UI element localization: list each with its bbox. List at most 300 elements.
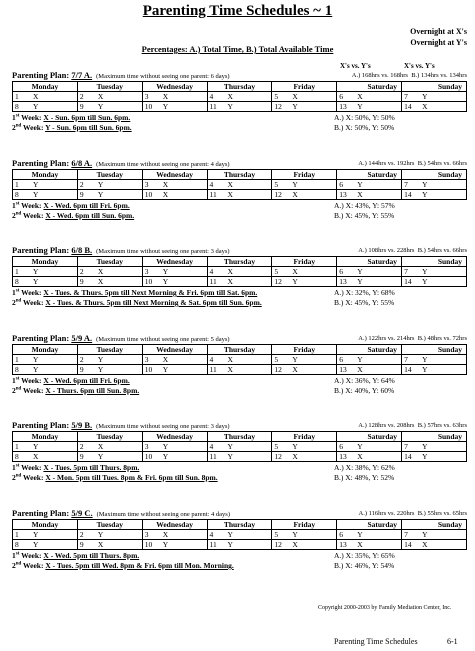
day-number: 3 xyxy=(144,92,149,101)
overnight-parent: Y xyxy=(422,452,428,461)
week-2-number: 2 xyxy=(12,298,16,307)
day-number: 2 xyxy=(79,442,84,451)
table-header-row xyxy=(13,82,467,92)
schedule-cell xyxy=(337,190,402,200)
day-number: 2 xyxy=(79,267,84,276)
day-number: 3 xyxy=(144,180,149,189)
day-number: 7 xyxy=(404,180,408,189)
day-header: Sunday xyxy=(402,520,467,530)
schedule-cell xyxy=(272,190,337,200)
week-descriptions xyxy=(12,112,467,134)
overnight-parent: X xyxy=(292,267,298,276)
result-a: A.) X: 43%, Y: 57% xyxy=(334,201,395,210)
week-2-suffix: nd xyxy=(15,386,22,392)
schedule-cell xyxy=(207,267,272,277)
result-a: A.) X: 38%, Y: 62% xyxy=(334,463,395,472)
schedule-cell xyxy=(337,452,402,462)
day-number: 2 xyxy=(79,530,84,539)
table-row xyxy=(13,540,467,550)
day-number: 8 xyxy=(15,102,19,111)
day-header: Saturday xyxy=(337,520,402,530)
plan-header xyxy=(12,158,467,169)
overnight-parent: X xyxy=(227,92,233,101)
day-number: 9 xyxy=(79,102,84,111)
day-number: 1 xyxy=(15,530,19,539)
overnight-parent: Y xyxy=(357,355,363,364)
result-b: B.) X: 45%, Y: 55% xyxy=(334,211,395,220)
plan-header xyxy=(12,70,467,81)
week-2-suffix: nd xyxy=(15,123,22,129)
day-header: Friday xyxy=(272,257,337,267)
plan-name: 7/7 A. xyxy=(71,70,93,80)
overnight-parent: Y xyxy=(162,267,169,276)
week-2-prefix: Week: xyxy=(21,298,46,307)
day-header: Sunday xyxy=(402,82,467,92)
week-1-prefix: Week: xyxy=(19,376,44,385)
week-2-line xyxy=(12,298,262,307)
overnight-parent: X xyxy=(97,277,104,286)
day-number: 1 xyxy=(15,442,19,451)
overnight-parent: Y xyxy=(422,355,428,364)
schedule-table xyxy=(12,169,467,200)
schedule-cell xyxy=(13,102,78,112)
schedule-cell xyxy=(77,190,142,200)
week-1-prefix: Week: xyxy=(19,113,44,122)
plan-name: 6/8 A. xyxy=(71,158,93,168)
overnight-parent: Y xyxy=(357,277,363,286)
overnight-parent: Y xyxy=(97,452,104,461)
week-1-prefix: Week: xyxy=(19,551,44,560)
schedule-cell xyxy=(207,530,272,540)
schedule-cell xyxy=(337,355,402,365)
day-header: Saturday xyxy=(337,170,402,180)
day-number: 13 xyxy=(339,190,347,199)
schedule-cell xyxy=(207,442,272,452)
week-1-desc: X - Wed. 5pm till Thurs. 8pm. xyxy=(43,551,140,560)
day-header: Tuesday xyxy=(77,520,142,530)
day-header: Friday xyxy=(272,82,337,92)
overnight-parent: X xyxy=(357,190,363,199)
schedule-cell xyxy=(77,355,142,365)
week-2-line xyxy=(12,473,218,482)
week-2-desc: X - Thurs. 6pm till Sun. 8pm. xyxy=(45,386,140,395)
overnight-parent: Y xyxy=(33,102,39,111)
week-1-number: 1 xyxy=(12,113,16,122)
schedule-cell xyxy=(337,540,402,550)
day-number: 3 xyxy=(144,530,149,539)
week-2-number: 2 xyxy=(12,123,16,132)
week-1-desc: X - Sun. 6pm till Sun. 6pm. xyxy=(43,113,131,122)
overnight-parent: Y xyxy=(33,365,39,374)
day-number: 6 xyxy=(339,530,343,539)
schedule-cell xyxy=(402,92,467,102)
day-header: Friday xyxy=(272,170,337,180)
day-number: 10 xyxy=(144,277,153,286)
day-header: Saturday xyxy=(337,82,402,92)
day-number: 8 xyxy=(15,277,19,286)
schedule-cell xyxy=(272,277,337,287)
plan-name: 5/9 B. xyxy=(71,420,93,430)
schedule-cell xyxy=(337,267,402,277)
result-a: A.) X: 50%, Y: 50% xyxy=(334,113,395,122)
overnight-parent: Y xyxy=(422,267,428,276)
overnight-parent: Y xyxy=(97,355,104,364)
day-number: 3 xyxy=(144,355,149,364)
day-header: Tuesday xyxy=(77,432,142,442)
day-number: 8 xyxy=(15,365,19,374)
day-number: 1 xyxy=(15,180,19,189)
plan-hours xyxy=(352,72,467,79)
plan-title xyxy=(12,70,92,80)
result-a: A.) X: 35%, Y: 65% xyxy=(334,551,395,560)
schedule-cell xyxy=(142,180,207,190)
schedule-cell xyxy=(77,540,142,550)
schedule-cell xyxy=(337,102,402,112)
overnight-parent: X xyxy=(227,365,233,374)
overnight-parent: X xyxy=(357,540,363,549)
day-number: 11 xyxy=(209,540,217,549)
week-1-line xyxy=(12,201,130,210)
schedule-cell xyxy=(142,102,207,112)
overnight-parent: Y xyxy=(422,277,428,286)
overnight-parent: Y xyxy=(162,442,169,451)
day-number: 6 xyxy=(339,267,343,276)
result-a: A.) X: 36%, Y: 64% xyxy=(334,376,395,385)
overnight-parent: X xyxy=(227,180,233,189)
schedule-cell xyxy=(13,365,78,375)
overnight-parent: Y xyxy=(227,102,233,111)
overnight-parent: Y xyxy=(422,180,428,189)
day-number: 13 xyxy=(339,365,347,374)
day-number: 10 xyxy=(144,102,153,111)
day-header: Thursday xyxy=(207,345,272,355)
week-1-prefix: Week: xyxy=(19,288,44,297)
schedule-cell xyxy=(142,365,207,375)
schedule-cell xyxy=(13,355,78,365)
overnight-parent: Y xyxy=(33,530,39,539)
plan-name: 5/9 C. xyxy=(71,508,93,518)
table-row xyxy=(13,92,467,102)
overnight-parent: X xyxy=(162,355,169,364)
day-number: 12 xyxy=(274,540,282,549)
day-number: 5 xyxy=(274,530,279,539)
schedule-cell xyxy=(272,540,337,550)
table-row xyxy=(13,530,467,540)
overnight-parent: Y xyxy=(162,540,169,549)
plan-max-time-note: (Maximum time without seeing one parent: 3 days) xyxy=(96,423,230,430)
overnight-parent: Y xyxy=(357,102,363,111)
day-number: 8 xyxy=(15,540,19,549)
day-header: Monday xyxy=(13,82,78,92)
day-header: Monday xyxy=(13,170,78,180)
overnight-parent: X xyxy=(357,452,363,461)
day-number: 1 xyxy=(15,267,19,276)
overnight-parent: X xyxy=(162,530,169,539)
schedule-cell xyxy=(77,102,142,112)
overnight-parent: X xyxy=(292,452,298,461)
schedule-cell xyxy=(142,355,207,365)
overnight-parent: Y xyxy=(33,355,39,364)
schedule-table xyxy=(12,344,467,375)
overnight-parent: Y xyxy=(33,277,39,286)
day-number: 13 xyxy=(339,452,347,461)
day-number: 9 xyxy=(79,452,84,461)
day-number: 4 xyxy=(209,530,214,539)
overnight-parent: X xyxy=(422,102,428,111)
day-number: 7 xyxy=(404,442,408,451)
day-header: Sunday xyxy=(402,432,467,442)
day-header: Saturday xyxy=(337,432,402,442)
parenting-plan xyxy=(12,245,467,309)
schedule-cell xyxy=(337,180,402,190)
day-number: 9 xyxy=(79,540,84,549)
table-row xyxy=(13,355,467,365)
week-descriptions xyxy=(12,200,467,222)
plan-hours-b: B.) 55hrs vs. 65hrs xyxy=(417,510,467,517)
plan-hours-b: B.) 48hrs vs. 72hrs xyxy=(417,335,467,342)
plan-prefix: Parenting Plan: xyxy=(12,70,72,80)
day-number: 9 xyxy=(79,190,84,199)
overnight-parent: Y xyxy=(292,277,298,286)
schedule-cell xyxy=(77,180,142,190)
week-1-desc: X - Tues. 5pm till Thurs. 8pm. xyxy=(43,463,140,472)
schedule-cell xyxy=(402,540,467,550)
result-b: B.) X: 46%, Y: 54% xyxy=(334,561,395,570)
overnight-parent: Y xyxy=(357,180,363,189)
overnight-parent: X xyxy=(227,277,233,286)
schedule-cell xyxy=(337,365,402,375)
schedule-cell xyxy=(13,92,78,102)
day-number: 14 xyxy=(404,190,412,199)
overnight-parent: Y xyxy=(292,102,298,111)
overnight-parent: X xyxy=(162,180,169,189)
day-number: 10 xyxy=(144,540,153,549)
week-1-line xyxy=(12,113,130,122)
day-header: Wednesday xyxy=(142,257,207,267)
day-number: 11 xyxy=(209,102,217,111)
overnight-parent: X xyxy=(97,540,104,549)
overnight-parent: Y xyxy=(227,530,233,539)
schedule-cell xyxy=(402,530,467,540)
day-header: Sunday xyxy=(402,257,467,267)
overnight-parent: X xyxy=(33,92,39,101)
week-1-line xyxy=(12,376,130,385)
overnight-parent: Y xyxy=(162,365,169,374)
plan-hours-a: A.) 122hrs vs. 214hrs xyxy=(358,335,415,342)
day-header: Friday xyxy=(272,345,337,355)
plan-header xyxy=(12,508,467,519)
table-row xyxy=(13,277,467,287)
day-header: Wednesday xyxy=(142,82,207,92)
week-1-number: 1 xyxy=(12,551,16,560)
overnight-parent: Y xyxy=(162,102,169,111)
schedule-cell xyxy=(142,190,207,200)
overnight-parent: Y xyxy=(33,180,39,189)
day-header: Monday xyxy=(13,432,78,442)
week-2-number: 2 xyxy=(12,211,16,220)
day-number: 11 xyxy=(209,452,217,461)
schedule-cell xyxy=(207,180,272,190)
overnight-parent: Y xyxy=(357,442,363,451)
day-number: 4 xyxy=(209,355,214,364)
week-1-line xyxy=(12,463,139,472)
overnight-parent: Y xyxy=(227,442,233,451)
day-number: 4 xyxy=(209,92,214,101)
overnight-parent: X xyxy=(422,540,428,549)
week-1-desc: X - Tues. & Thurs. 5pm till Next Morning & Fri. 6pm till Sat. 6pm. xyxy=(43,288,258,297)
week-2-prefix: Week: xyxy=(21,473,46,482)
schedule-cell xyxy=(207,102,272,112)
schedule-cell xyxy=(402,355,467,365)
day-number: 4 xyxy=(209,442,214,451)
day-number: 12 xyxy=(274,190,282,199)
table-header-row xyxy=(13,257,467,267)
day-number: 7 xyxy=(404,267,408,276)
day-number: 13 xyxy=(339,277,347,286)
plan-title xyxy=(12,158,92,168)
day-number: 5 xyxy=(274,267,279,276)
schedule-cell xyxy=(272,452,337,462)
percentages-heading: Percentages: A.) Total Time, B.) Total Available Time xyxy=(141,44,334,54)
week-2-desc: Y - Sun. 6pm till Sun. 6pm. xyxy=(45,123,132,132)
schedule-cell xyxy=(402,452,467,462)
day-header: Thursday xyxy=(207,170,272,180)
plan-hours-a: A.) 144hrs vs. 192hrs xyxy=(358,160,415,167)
day-number: 12 xyxy=(274,102,282,111)
plan-prefix: Parenting Plan: xyxy=(12,333,72,343)
overnight-parent: X xyxy=(97,442,104,451)
day-header: Sunday xyxy=(402,345,467,355)
plan-title xyxy=(12,508,93,518)
week-descriptions xyxy=(12,462,467,484)
plan-prefix: Parenting Plan: xyxy=(12,420,72,430)
schedule-cell xyxy=(402,277,467,287)
day-number: 12 xyxy=(274,277,282,286)
table-row xyxy=(13,102,467,112)
day-header: Tuesday xyxy=(77,170,142,180)
schedule-cell xyxy=(13,530,78,540)
plan-title xyxy=(12,333,92,343)
week-2-prefix: Week: xyxy=(21,386,46,395)
schedule-cell xyxy=(207,365,272,375)
schedule-cell xyxy=(402,190,467,200)
week-2-suffix: nd xyxy=(15,298,22,304)
schedule-cell xyxy=(207,355,272,365)
plan-header xyxy=(12,245,467,256)
schedule-cell xyxy=(13,442,78,452)
schedule-cell xyxy=(337,92,402,102)
schedule-cell xyxy=(142,267,207,277)
week-2-prefix: Week: xyxy=(21,211,46,220)
week-2-suffix: nd xyxy=(15,473,22,479)
overnight-parent: Y xyxy=(292,180,298,189)
plan-max-time-note: (Maximum time without seeing one parent: 3 days) xyxy=(96,248,230,255)
overnight-parent: X xyxy=(97,267,104,276)
overnight-parent: Y xyxy=(162,277,169,286)
schedule-cell xyxy=(272,355,337,365)
overnight-parent: Y xyxy=(162,452,169,461)
plan-hours-b: B.) 57hrs vs. 63hrs xyxy=(417,422,467,429)
day-header: Thursday xyxy=(207,432,272,442)
schedule-cell xyxy=(142,442,207,452)
plan-hours-b: B.) 134hrs vs. 134hrs xyxy=(411,72,467,79)
week-2-line xyxy=(12,561,234,570)
schedule-cell xyxy=(13,267,78,277)
schedule-cell xyxy=(207,540,272,550)
day-header: Tuesday xyxy=(77,257,142,267)
week-2-suffix: nd xyxy=(15,211,22,217)
day-number: 8 xyxy=(15,452,19,461)
table-row xyxy=(13,452,467,462)
day-number: 12 xyxy=(274,452,282,461)
overnight-parent: Y xyxy=(227,452,233,461)
day-number: 7 xyxy=(404,92,408,101)
week-1-prefix: Week: xyxy=(19,201,44,210)
week-2-desc: X - Tues. 5pm till Wed. 8pm & Fri. 6pm till Mon. Morning. xyxy=(45,561,234,570)
day-header: Wednesday xyxy=(142,432,207,442)
day-number: 14 xyxy=(404,277,412,286)
day-number: 1 xyxy=(15,92,19,101)
day-number: 9 xyxy=(79,365,84,374)
schedule-cell xyxy=(13,277,78,287)
plan-hours xyxy=(358,160,467,167)
overnight-parent: Y xyxy=(33,190,39,199)
plan-name: 5/9 A. xyxy=(71,333,93,343)
schedule-cell xyxy=(13,540,78,550)
overnight-parent: X xyxy=(97,92,104,101)
overnight-parent: Y xyxy=(357,267,363,276)
day-header: Saturday xyxy=(337,345,402,355)
result-a: A.) X: 32%, Y: 68% xyxy=(334,288,395,297)
day-header: Tuesday xyxy=(77,345,142,355)
schedule-cell xyxy=(402,442,467,452)
schedule-cell xyxy=(272,530,337,540)
overnight-parent: Y xyxy=(97,180,104,189)
plan-header xyxy=(12,333,467,344)
week-1-line xyxy=(12,288,257,297)
plan-hours-a: A.) 116hrs vs. 220hrs xyxy=(358,510,415,517)
plan-hours-a: A.) 168hrs vs. 168hrs xyxy=(351,72,408,79)
schedule-cell xyxy=(142,530,207,540)
result-b: B.) X: 50%, Y: 50% xyxy=(334,123,395,132)
plan-title xyxy=(12,245,92,255)
schedule-cell xyxy=(337,277,402,287)
schedule-cell xyxy=(402,267,467,277)
schedule-cell xyxy=(337,442,402,452)
day-number: 3 xyxy=(144,267,149,276)
table-header-row xyxy=(13,345,467,355)
table-header-row xyxy=(13,520,467,530)
week-1-number: 1 xyxy=(12,288,16,297)
column-head-a: X's vs. Y's xyxy=(340,62,371,70)
copyright-notice: Copyright 2000-2003 by Family Mediation Center, Inc. xyxy=(318,605,452,611)
schedule-cell xyxy=(207,452,272,462)
day-number: 14 xyxy=(404,365,412,374)
plan-max-time-note: (Maximum time without seeing one parent: 6 days) xyxy=(96,73,230,80)
day-number: 5 xyxy=(274,92,279,101)
schedule-table xyxy=(12,431,467,462)
overnight-parent: X xyxy=(33,452,39,461)
day-number: 2 xyxy=(79,92,84,101)
column-head-b: X's vs. Y's xyxy=(404,62,435,70)
plan-prefix: Parenting Plan: xyxy=(12,245,72,255)
week-1-prefix: Week: xyxy=(19,463,44,472)
schedule-cell xyxy=(77,277,142,287)
week-1-suffix: st xyxy=(15,288,20,294)
plan-title xyxy=(12,420,92,430)
schedule-cell xyxy=(77,267,142,277)
schedule-cell xyxy=(207,190,272,200)
